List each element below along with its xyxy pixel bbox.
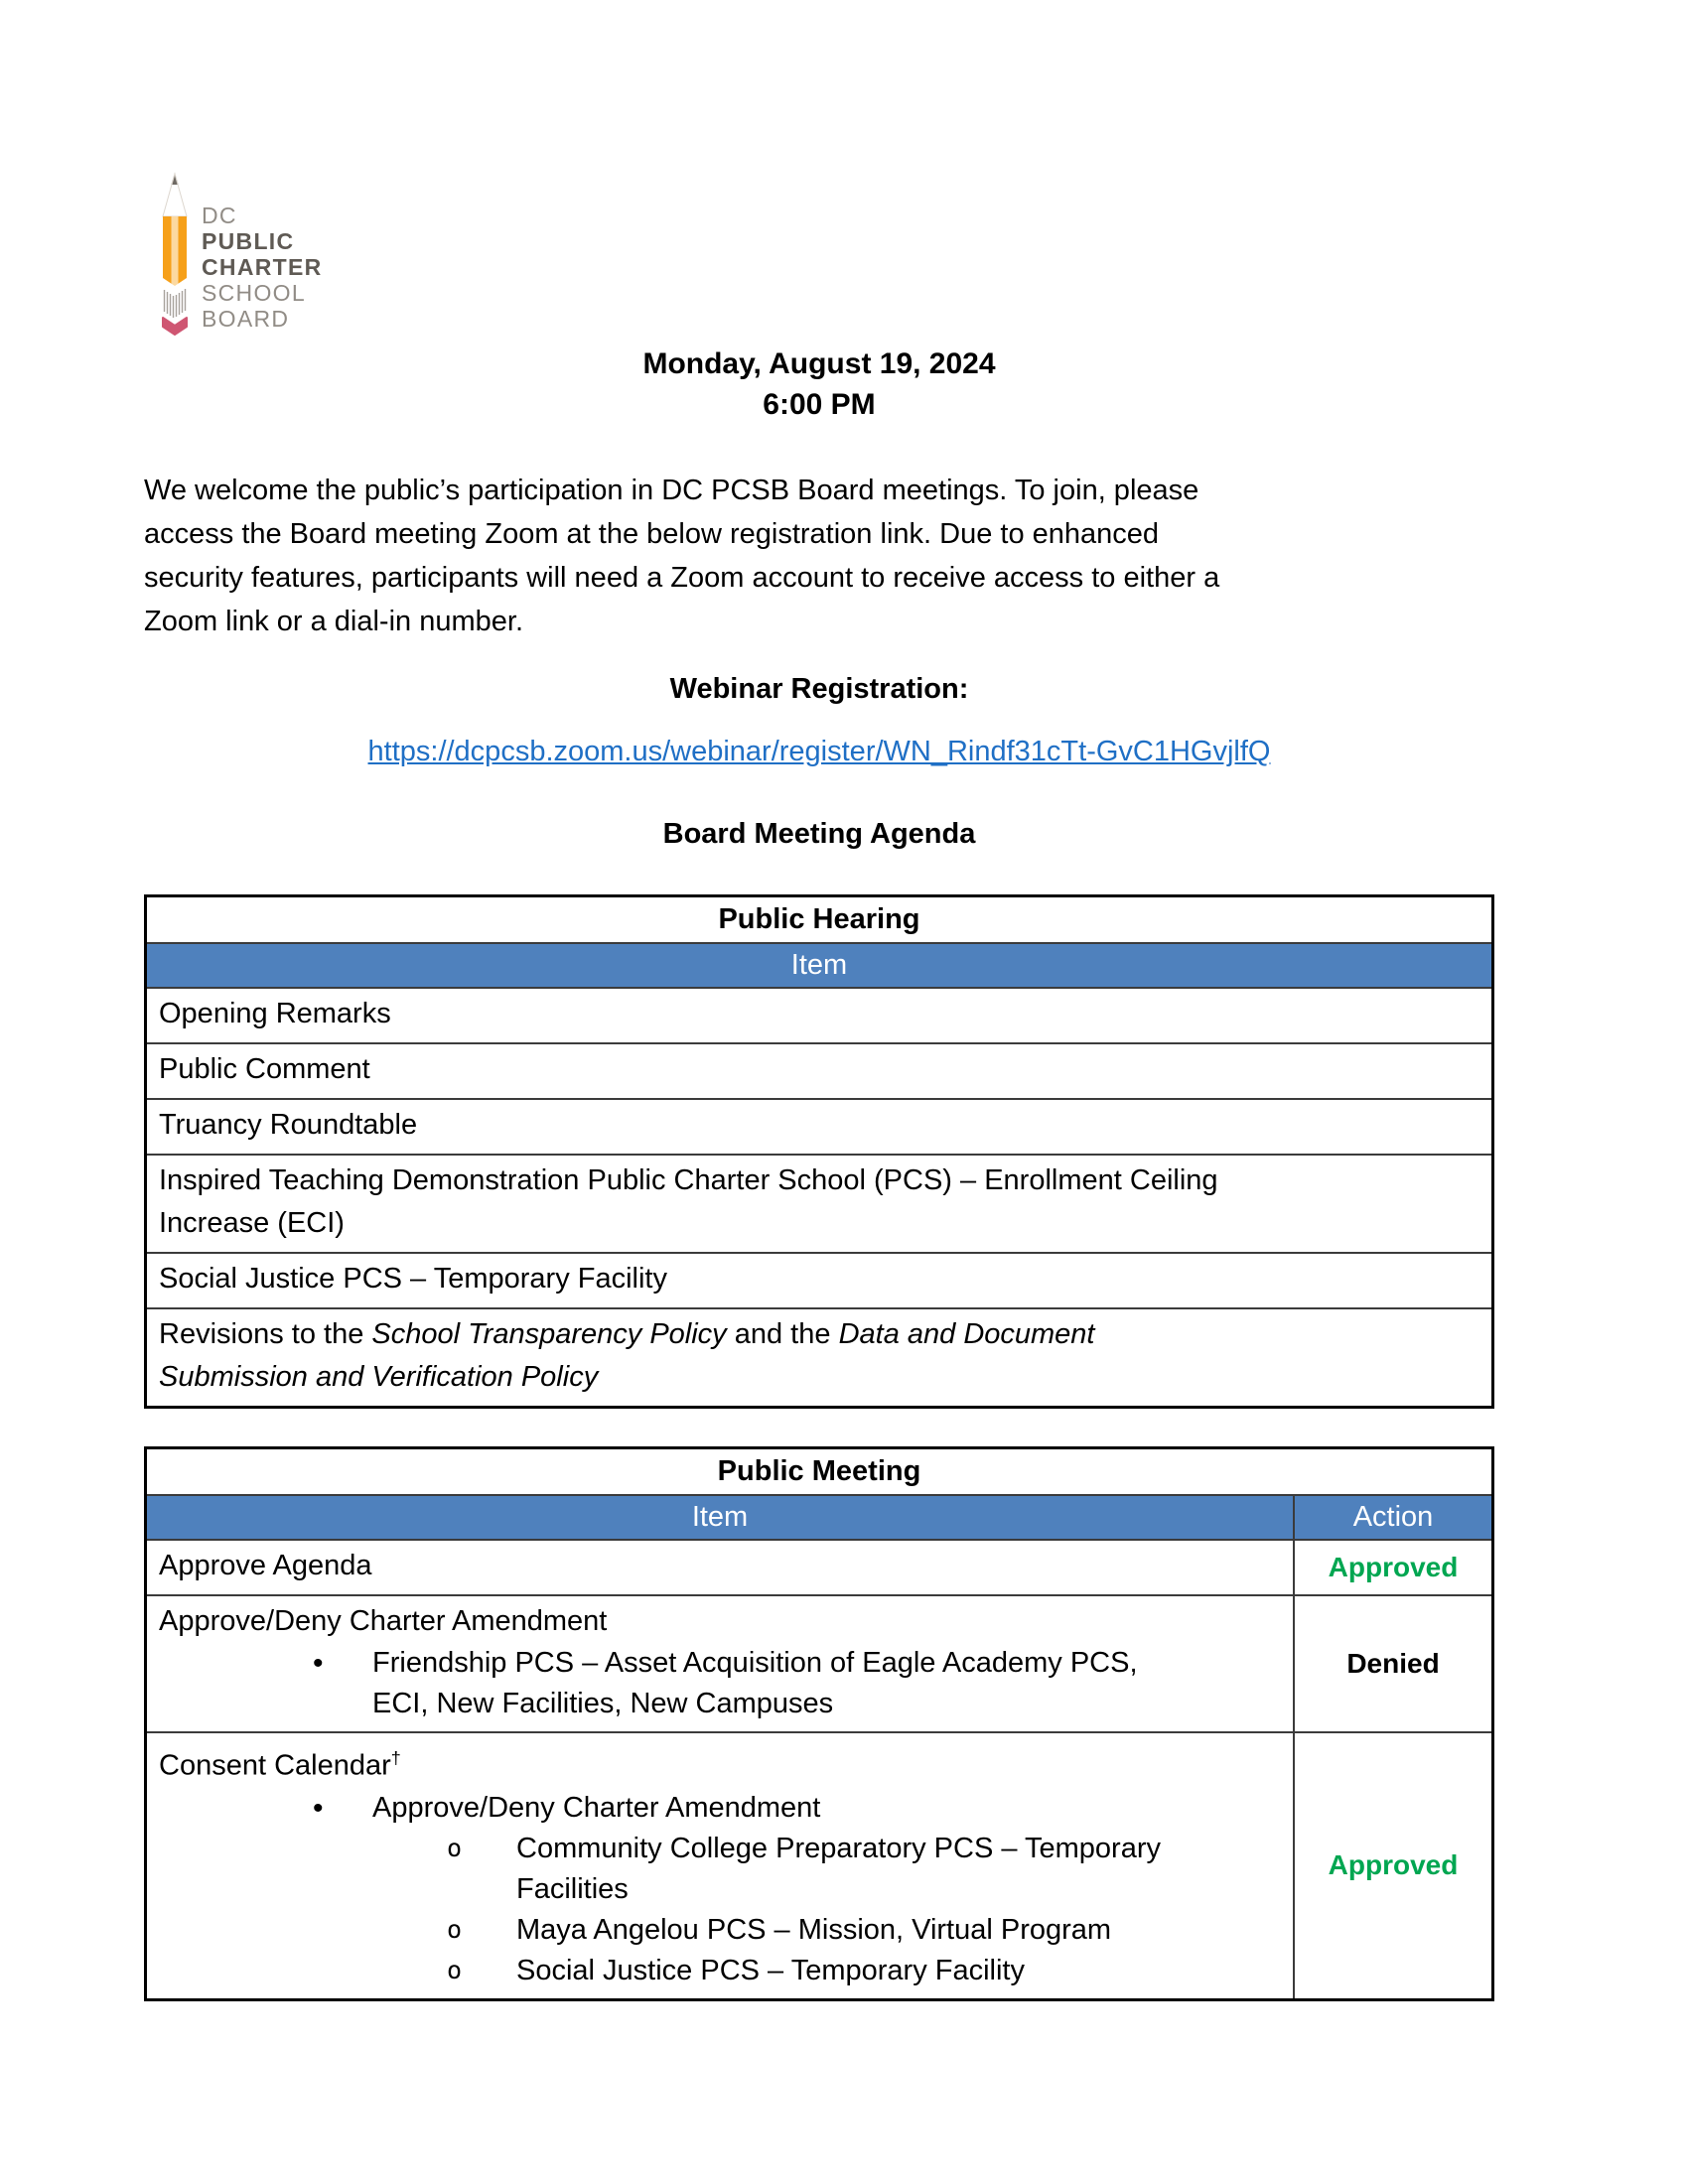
webinar-registration-link[interactable]: https://dcpcsb.zoom.us/webinar/register/WN_Rindf31cTt-GvC1HGvjlfQ	[367, 736, 1271, 767]
table-title: Public Meeting	[146, 1448, 1493, 1496]
item-line: Approve Agenda	[159, 1550, 372, 1581]
public-meeting-table	[144, 1446, 1494, 2001]
action-badge: Approved	[1328, 1849, 1459, 1881]
table-title-row	[146, 1448, 1493, 1496]
intro-line: security features, participants will need a Zoom account to receive access to either a	[144, 562, 1220, 594]
bullet-text	[372, 1643, 1138, 1724]
bullet-icon: •	[313, 1791, 324, 1825]
item-cell	[146, 1155, 1493, 1253]
agenda-tables	[144, 894, 1494, 2001]
sub-bullet-item	[447, 1951, 1281, 1991]
bullet-line: Social Justice PCS – Temporary Facility	[516, 1954, 1025, 1986]
webinar-link-line	[144, 736, 1494, 768]
intro-paragraph	[144, 469, 1494, 643]
item-cell	[146, 1540, 1295, 1595]
item-cell	[146, 988, 1493, 1043]
bullet-text	[516, 1829, 1161, 1910]
dcpcsb-logo	[162, 169, 1494, 338]
action-badge: Approved	[1328, 1552, 1459, 1582]
item-line: Social Justice PCS – Temporary Facility	[159, 1263, 667, 1295]
item-cell	[146, 1253, 1493, 1308]
column-header-row	[146, 943, 1493, 988]
action-cell	[1294, 1540, 1492, 1595]
bullet-line: Approve/Deny Charter Amendment	[372, 1791, 821, 1824]
bullet-text	[516, 1910, 1111, 1951]
item-line: Public Comment	[159, 1053, 370, 1085]
logo-word: DC	[202, 203, 237, 228]
meeting-time: 6:00 PM	[763, 388, 876, 421]
table-title-row	[146, 896, 1493, 944]
logo-wordmark	[202, 203, 323, 338]
item-cell	[146, 1308, 1493, 1408]
action-cell	[1294, 1595, 1492, 1732]
column-header-action: Action	[1294, 1495, 1492, 1540]
table-body	[146, 896, 1493, 1408]
item-line: Submission and Verification Policy	[159, 1361, 599, 1393]
agenda-row	[146, 1595, 1493, 1732]
item-cell	[146, 1099, 1493, 1155]
table-title: Public Hearing	[146, 896, 1493, 944]
column-header-row	[146, 1495, 1493, 1540]
column-header-item: Item	[146, 1495, 1295, 1540]
column-header-item: Item	[146, 943, 1493, 988]
agenda-row	[146, 1540, 1493, 1595]
bullet-item	[313, 1643, 1281, 1724]
agenda-row	[146, 1253, 1493, 1308]
agenda-row	[146, 1043, 1493, 1099]
sub-bullet-item	[447, 1910, 1281, 1951]
webinar-heading: Webinar Registration:	[669, 673, 969, 705]
pencil-icon	[162, 169, 188, 336]
intro-line: We welcome the public’s participation in DC PCSB Board meetings. To join, please	[144, 475, 1199, 506]
item-cell	[146, 1732, 1295, 1999]
bullet-text	[516, 1951, 1025, 1991]
bullet-line: Facilities	[516, 1872, 629, 1905]
item-line: Truancy Roundtable	[159, 1109, 418, 1141]
meeting-date: Monday, August 19, 2024	[642, 347, 996, 380]
table-body	[146, 1448, 1493, 2000]
bullet-item	[313, 1788, 1281, 1829]
item-line: Approve/Deny Charter Amendment	[159, 1605, 608, 1637]
public-hearing-table	[144, 894, 1494, 1409]
item-line: Consent Calendar†	[159, 1748, 401, 1782]
agenda-row	[146, 1099, 1493, 1155]
bullet-line: Friendship PCS – Asset Acquisition of Eagle Academy PCS,	[372, 1647, 1138, 1679]
circle-bullet-icon: o	[447, 1955, 463, 1984]
agenda-row	[146, 1155, 1493, 1253]
circle-bullet-icon: o	[447, 1914, 463, 1944]
logo-word: SCHOOL	[202, 280, 306, 306]
sub-bullet-item	[447, 1829, 1281, 1910]
item-cell	[146, 1595, 1295, 1732]
agenda-row	[146, 988, 1493, 1043]
item-line: Increase (ECI)	[159, 1207, 345, 1239]
logo-word: CHARTER	[202, 254, 323, 280]
meeting-datetime	[144, 343, 1494, 425]
item-line: Revisions to the School Transparency Policy and the Data and Document	[159, 1318, 1095, 1350]
bullet-text	[372, 1788, 820, 1829]
circle-bullet-icon: o	[447, 1833, 463, 1862]
bullet-icon: •	[313, 1647, 324, 1680]
item-line: Opening Remarks	[159, 998, 391, 1029]
item-line: Inspired Teaching Demonstration Public Charter School (PCS) – Enrollment Ceiling	[159, 1164, 1218, 1196]
intro-line: Zoom link or a dial-in number.	[144, 606, 523, 637]
action-cell	[1294, 1732, 1492, 1999]
bullet-line: Community College Preparatory PCS – Temporary	[516, 1832, 1162, 1864]
agenda-row	[146, 1308, 1493, 1408]
bullet-line: Maya Angelou PCS – Mission, Virtual Program	[516, 1913, 1112, 1946]
logo-word: PUBLIC	[202, 228, 295, 254]
item-cell	[146, 1043, 1493, 1099]
bullet-line: ECI, New Facilities, New Campuses	[372, 1688, 834, 1719]
agenda-row	[146, 1732, 1493, 1999]
action-badge: Denied	[1346, 1648, 1440, 1679]
agenda-heading: Board Meeting Agenda	[662, 818, 976, 850]
logo-word: BOARD	[202, 306, 290, 332]
intro-line: access the Board meeting Zoom at the below registration link. Due to enhanced	[144, 518, 1160, 550]
